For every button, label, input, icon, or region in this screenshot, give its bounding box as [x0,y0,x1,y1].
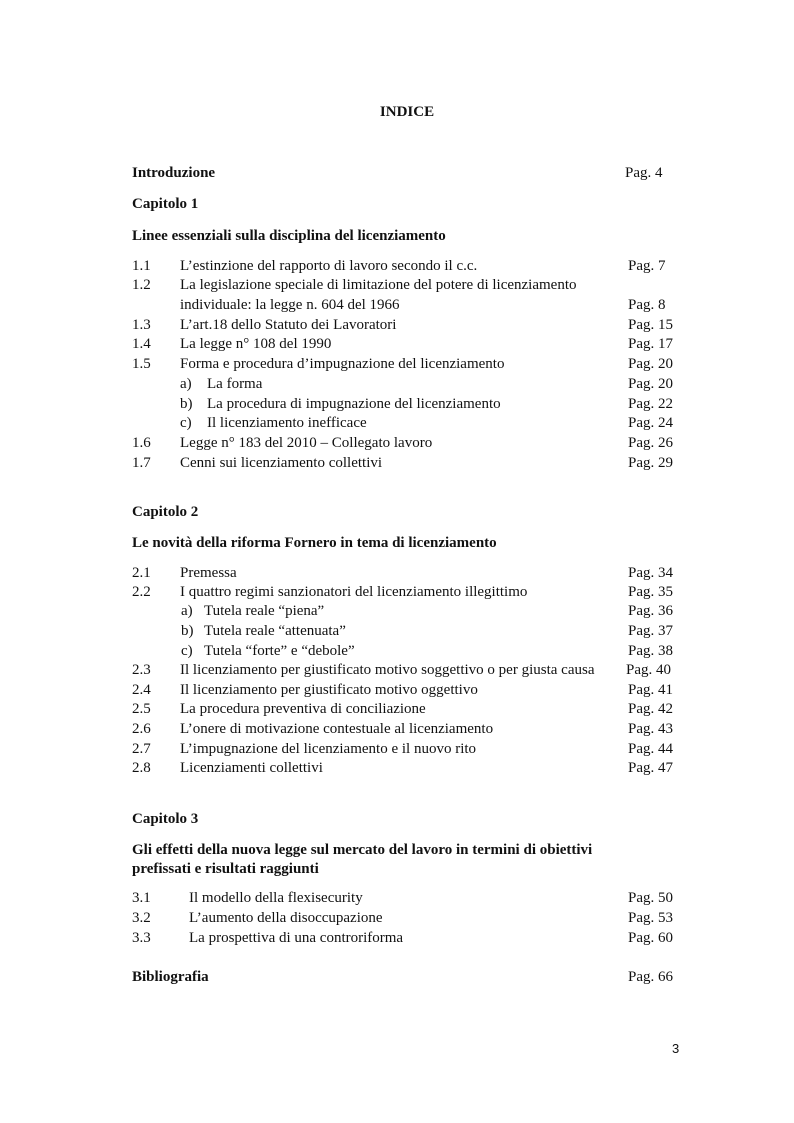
page-number: 3 [672,1041,680,1056]
toc-entry-number: 2.3 [132,662,151,678]
toc-entry-page: Pag. 44 [628,741,673,757]
toc-entry-page: Pag. 43 [628,721,673,737]
toc-entry-text-cont: individuale: la legge n. 604 del 1966 [180,297,400,313]
chapter-2-title: Le novità della riforma Fornero in tema di licenziamento [132,535,497,551]
toc-entry-number: 1.6 [132,435,151,451]
toc-entry-number: 1.7 [132,455,151,471]
toc-entry-text: L’estinzione del rapporto di lavoro secondo il c.c. [180,258,478,274]
chapter-2-label: Capitolo 2 [132,504,199,520]
toc-subentry [181,601,324,621]
toc-entry-page: Pag. 29 [628,455,673,471]
toc-entry-number: 2.6 [132,721,151,737]
toc-entry-number: 3.1 [132,890,151,906]
toc-entry-number: 3.2 [132,910,151,926]
toc-subentry-letter: a) [181,603,193,619]
toc-subentry-text: Tutela reale “attenuata” [204,623,346,639]
toc-entry-text: L’aumento della disoccupazione [189,910,383,926]
toc-entry-page: Pag. 40 [626,662,671,678]
toc-subentry-letter: c) [180,415,192,431]
toc-subentry-letter: b) [180,396,193,412]
toc-bibliography-label: Bibliografia [132,969,209,985]
toc-entry-number: 2.5 [132,701,151,717]
chapter-3-title-cont: prefissati e risultati raggiunti [132,861,319,877]
toc-entry-text: Il licenziamento per giustificato motivo oggettivo [180,682,478,698]
chapter-3-label: Capitolo 3 [132,811,199,827]
toc-entry-page: Pag. 34 [628,565,673,581]
toc-subentry-page: Pag. 22 [628,396,673,412]
toc-entry-text: Il licenziamento per giustificato motivo soggettivo o per giusta causa [180,662,595,678]
toc-entry-number: 1.5 [132,356,151,372]
toc-entry-number: 1.3 [132,317,151,333]
toc-entry-page: Pag. 47 [628,760,673,776]
toc-subentry-page: Pag. 36 [628,603,673,619]
toc-entry-page: Pag. 20 [628,356,673,372]
toc-entry-text: L’onere di motivazione contestuale al licenziamento [180,721,494,737]
toc-entry-page: Pag. 60 [628,930,673,946]
toc-entry-page: Pag. 8 [628,297,666,313]
toc-subentry-text: Tutela reale “piena” [204,603,325,619]
toc-subentry-letter: a) [180,376,192,392]
toc-entry-number: 2.8 [132,760,151,776]
toc-bibliography-page: Pag. 66 [628,969,673,985]
toc-entry-text: Legge n° 183 del 2010 – Collegato lavoro [180,435,433,451]
toc-entry-number: 1.1 [132,258,151,274]
toc-entry-page: Pag. 42 [628,701,673,717]
toc-entry-text: La legislazione speciale di limitazione del potere di licenziamento [180,277,577,293]
toc-entry-number: 3.3 [132,930,151,946]
toc-subentry-page: Pag. 38 [628,643,673,659]
chapter-3-title: Gli effetti della nuova legge sul mercato del lavoro in termini di obiettivi [132,842,593,858]
toc-subentry [180,394,501,414]
toc-entry-page: Pag. 41 [628,682,673,698]
toc-entry-text: Il modello della flexisecurity [189,890,363,906]
toc-entry-text: Licenziamenti collettivi [180,760,323,776]
toc-subentry-page: Pag. 24 [628,415,673,431]
toc-subentry-text: La procedura di impugnazione del licenziamento [207,396,501,412]
toc-entry-text: La procedura preventiva di conciliazione [180,701,426,717]
toc-title: INDICE [379,104,435,120]
chapter-1-label: Capitolo 1 [132,196,199,212]
toc-entry-text: La legge n° 108 del 1990 [180,336,332,352]
toc-entry-text: I quattro regimi sanzionatori del licenziamento illegittimo [180,584,528,600]
toc-entry-page: Pag. 17 [628,336,673,352]
toc-entry-page: Pag. 50 [628,890,673,906]
toc-intro-page: Pag. 4 [625,165,663,181]
toc-entry-page: Pag. 35 [628,584,673,600]
toc-entry-number: 2.7 [132,741,151,757]
chapter-1-title: Linee essenziali sulla disciplina del licenziamento [132,228,446,244]
toc-entry-text: La prospettiva di una controriforma [189,930,404,946]
toc-entry-number: 2.2 [132,584,151,600]
toc-subentry [181,641,355,661]
toc-subentry-text: Tutela “forte” e “debole” [204,643,355,659]
toc-entry-text: Forma e procedura d’impugnazione del licenziamento [180,356,505,372]
toc-entry-page: Pag. 26 [628,435,673,451]
toc-subentry-page: Pag. 37 [628,623,673,639]
toc-subentry [181,621,346,641]
toc-subentry-letter: c) [181,643,193,659]
toc-subentry [180,374,262,394]
toc-entry-page: Pag. 15 [628,317,673,333]
toc-entry-page: Pag. 53 [628,910,673,926]
toc-entry-text: L’art.18 dello Statuto dei Lavoratori [180,317,397,333]
toc-intro-label: Introduzione [132,165,216,181]
toc-entry-page: Pag. 7 [628,258,666,274]
toc-subentry-text: La forma [207,376,263,392]
toc-entry-number: 1.4 [132,336,151,352]
toc-subentry-page: Pag. 20 [628,376,673,392]
toc-entry-text: Cenni sui licenziamento collettivi [180,455,383,471]
toc-entry-text: Premessa [180,565,237,581]
toc-subentry-letter: b) [181,623,194,639]
toc-entry-number: 1.2 [132,277,151,293]
toc-subentry [180,413,367,433]
toc-entry-text: L’impugnazione del licenziamento e il nuovo rito [180,741,477,757]
toc-entry-number: 2.4 [132,682,151,698]
toc-entry-number: 2.1 [132,565,151,581]
toc-subentry-text: Il licenziamento inefficace [207,415,367,431]
